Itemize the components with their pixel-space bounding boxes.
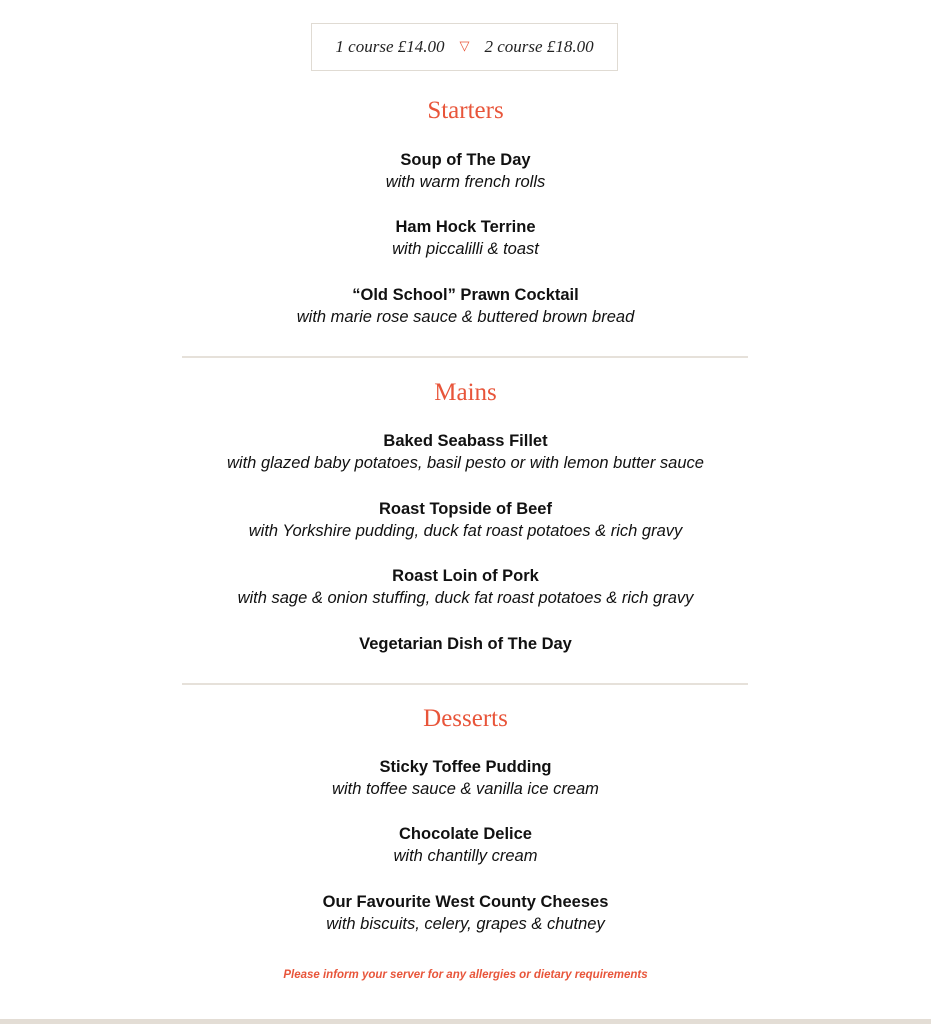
price-one-course: 1 course £14.00	[335, 37, 445, 56]
item-name: Chocolate Delice	[399, 825, 532, 843]
section-divider	[182, 356, 748, 358]
item-name: “Old School” Prawn Cocktail	[352, 286, 579, 304]
item-desc: with chantilly cream	[393, 847, 538, 865]
menu-item	[0, 565, 931, 610]
menu-item	[0, 216, 931, 261]
item-name: Ham Hock Terrine	[395, 218, 536, 236]
item-desc: with piccalilli & toast	[392, 240, 539, 258]
menu-item	[0, 756, 931, 801]
item-desc: with marie rose sauce & buttered brown bread	[296, 308, 635, 326]
item-name: Baked Seabass Fillet	[383, 432, 548, 450]
price-two-course: 2 course £18.00	[484, 37, 594, 56]
menu-item	[0, 284, 931, 329]
item-name: Roast Topside of Beef	[379, 500, 552, 518]
menu-item	[0, 498, 931, 543]
item-name: Sticky Toffee Pudding	[379, 758, 552, 776]
item-name: Soup of The Day	[400, 151, 531, 169]
menu-item	[0, 823, 931, 868]
item-name: Our Favourite West County Cheeses	[322, 893, 609, 911]
footer-bar	[0, 1019, 931, 1024]
pricing-box	[311, 23, 618, 71]
menu-item	[0, 633, 931, 655]
section-divider	[182, 683, 748, 685]
menu-item	[0, 891, 931, 936]
section-title-desserts: Desserts	[423, 705, 508, 732]
item-desc: with sage & onion stuffing, duck fat roast potatoes & rich gravy	[237, 589, 694, 607]
item-desc: with warm french rolls	[385, 173, 546, 191]
item-name: Vegetarian Dish of The Day	[359, 635, 572, 653]
menu-item	[0, 430, 931, 475]
item-desc: with toffee sauce & vanilla ice cream	[332, 780, 599, 798]
item-desc: with glazed baby potatoes, basil pesto or with lemon butter sauce	[227, 454, 704, 472]
item-desc: with biscuits, celery, grapes & chutney	[326, 915, 605, 933]
section-title-mains: Mains	[434, 379, 497, 406]
section-title-starters: Starters	[427, 97, 504, 124]
item-desc: with Yorkshire pudding, duck fat roast potatoes & rich gravy	[248, 522, 683, 540]
down-triangle-icon: ▽	[459, 38, 470, 53]
allergy-note: Please inform your server for any allergies or dietary requirements	[283, 969, 648, 981]
menu-item	[0, 149, 931, 194]
item-name: Roast Loin of Pork	[392, 567, 539, 585]
